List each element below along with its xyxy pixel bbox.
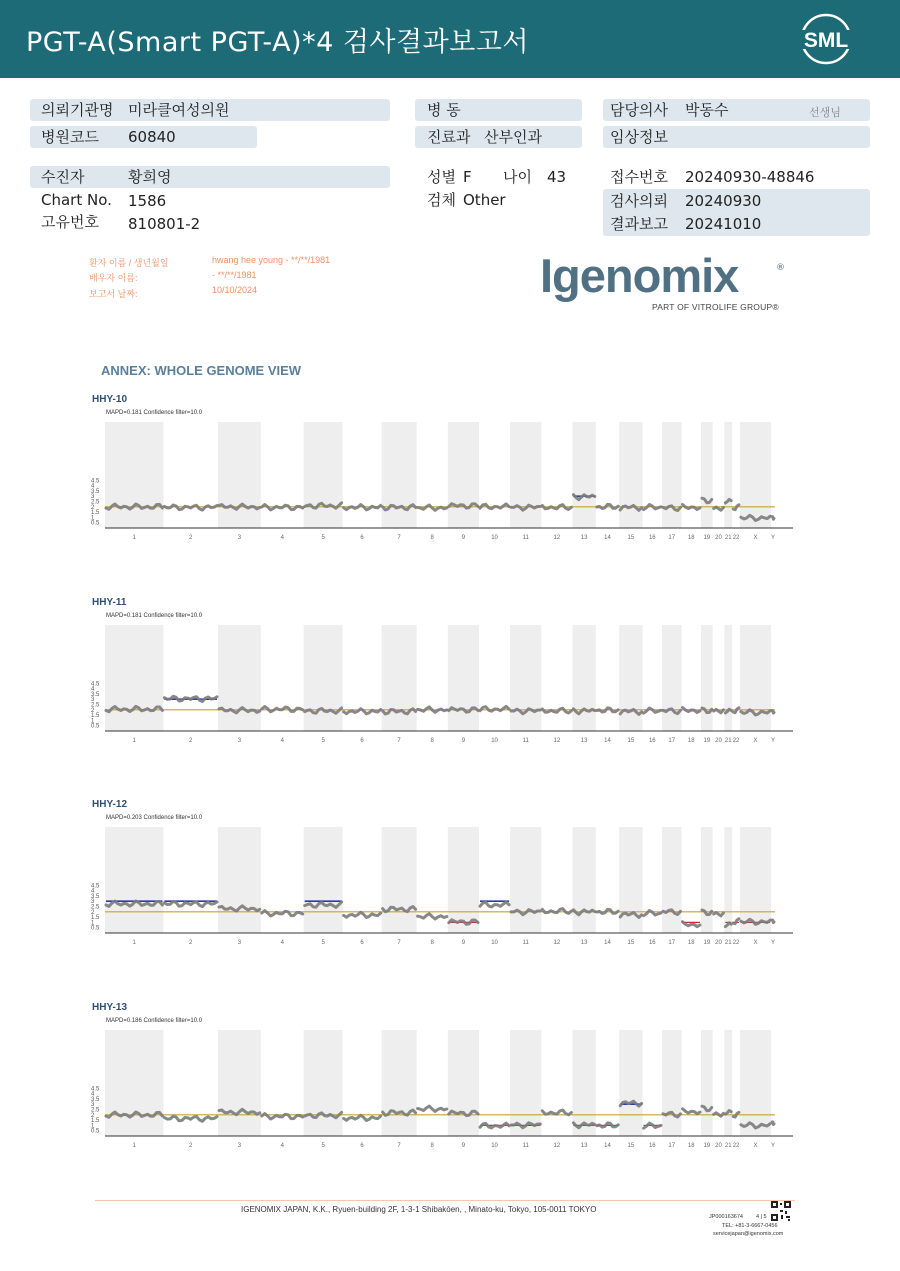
institution-label: 의뢰기관명 (41, 101, 114, 119)
x-tick-label: 5 (321, 535, 325, 541)
x-tick-label: 20 (715, 535, 722, 541)
sex-value: F (463, 168, 472, 186)
x-tick-label: 15 (627, 738, 635, 744)
x-tick-label: 8 (430, 535, 434, 541)
department-label: 진료과 (427, 128, 471, 146)
footer-divider (95, 1200, 795, 1201)
sml-logo-text: SML (803, 29, 849, 52)
chart-no-value: 1586 (128, 192, 167, 210)
chromosome-band (510, 422, 541, 528)
y-tick-label: 3 (91, 697, 95, 704)
result-label: 결과보고 (610, 215, 668, 233)
report-header (0, 0, 900, 78)
x-tick-label: 1 (132, 535, 136, 541)
chromosome-band (701, 827, 713, 933)
x-tick-label: 21 (724, 1143, 732, 1149)
footer-address: IGENOMIX JAPAN, K.K., Ryuen-building 2F, 1-3-1 Shibakōen, , Minato-ku, Tokyo, 105-0011 TOKYO (241, 1205, 597, 1214)
hospital-code-value: 60840 (128, 128, 176, 146)
x-tick-label: 12 (553, 940, 561, 946)
y-tick-label: 1 (91, 920, 95, 927)
x-tick-label: 14 (604, 738, 611, 744)
chromosome-band (572, 827, 595, 933)
chromosome-band (724, 422, 732, 528)
x-tick-label: 1 (132, 1143, 136, 1149)
chart-4-subtitle: MAPD=0.186 Confidence filter=10.0 (106, 1018, 203, 1024)
x-tick-label: 6 (360, 535, 364, 541)
chromosome-band (218, 827, 261, 933)
x-tick-label: Y (771, 940, 776, 946)
x-tick-label: 22 (732, 940, 740, 946)
y-tick-label: 1.5 (91, 1118, 100, 1125)
chromosome-band (510, 1030, 541, 1136)
x-tick-label: 7 (397, 1143, 401, 1149)
copy-number-trace (262, 505, 303, 510)
x-tick-label: 4 (280, 738, 284, 744)
chromosome-band (105, 1030, 163, 1136)
chromosome-band (662, 1030, 681, 1136)
copy-number-trace (772, 711, 774, 714)
x-tick-label: 11 (522, 535, 529, 541)
x-tick-label: 5 (321, 1143, 325, 1149)
chromosome-band (448, 625, 479, 731)
y-tick-label: 4.5 (91, 681, 100, 688)
x-tick-label: 15 (627, 940, 635, 946)
age-value: 43 (547, 168, 567, 186)
x-tick-label: 2 (189, 1143, 193, 1149)
y-tick-label: 1.5 (91, 915, 100, 922)
report-title: PGT-A(Smart PGT-A)*4 검사결과보고서 (26, 27, 529, 58)
chromosome-band (448, 422, 479, 528)
y-tick-label: 3 (91, 1102, 95, 1109)
chromosome-band (740, 422, 771, 528)
chromosome-band (218, 422, 261, 528)
y-tick-label: 4.5 (91, 1086, 100, 1093)
x-tick-label: 5 (321, 738, 325, 744)
y-tick-label: 0.5 (91, 1128, 100, 1135)
request-value: 20240930 (685, 192, 762, 210)
x-tick-label: 16 (648, 535, 656, 541)
chromosome-band (724, 625, 732, 731)
chart-1-title: HHY-10 (92, 394, 128, 405)
chromosome-band (701, 422, 713, 528)
x-tick-label: 8 (430, 1143, 434, 1149)
receipt-label: 접수번호 (610, 168, 668, 186)
x-tick-label: 10 (491, 738, 498, 744)
copy-number-trace (772, 517, 774, 520)
x-tick-label: 4 (280, 535, 284, 541)
x-tick-label: 20 (715, 1143, 722, 1149)
chromosome-band (304, 827, 343, 933)
copy-number-trace (644, 708, 661, 713)
x-tick-label: 2 (189, 535, 193, 541)
chromosome-band (572, 1030, 595, 1136)
y-tick-label: 4 (91, 483, 95, 490)
x-tick-label: 4 (280, 1143, 284, 1149)
patient-label: 수진자 (41, 168, 85, 186)
x-tick-label: 8 (430, 738, 434, 744)
report-date-value: 10/10/2024 (212, 285, 258, 295)
chromosome-band (105, 625, 163, 731)
patient-value: 황희영 (128, 168, 172, 186)
x-tick-label: 18 (687, 1143, 695, 1149)
chromosome-band (510, 625, 541, 731)
x-tick-label: Y (771, 1143, 776, 1149)
y-tick-label: 1.5 (91, 713, 100, 720)
x-tick-label: 1 (132, 738, 136, 744)
x-tick-label: 21 (724, 535, 732, 541)
x-tick-label: 3 (237, 738, 242, 744)
doctor-value: 박동수 (685, 101, 729, 119)
x-tick-label: 2 (189, 940, 193, 946)
x-tick-label: 13 (580, 940, 588, 946)
x-tick-label: 9 (461, 535, 466, 541)
result-value: 20241010 (685, 215, 762, 233)
x-tick-label: 13 (580, 535, 588, 541)
chart-2-title: HHY-11 (92, 597, 127, 608)
chromosome-band (619, 422, 642, 528)
x-tick-label: 6 (360, 1143, 364, 1149)
footer-doc-id: JP000163674 (709, 1214, 743, 1220)
chromosome-band (619, 1030, 642, 1136)
x-tick-label: 7 (397, 940, 401, 946)
copy-number-trace (542, 708, 571, 713)
chromosome-band (382, 625, 417, 731)
x-tick-label: 14 (604, 1143, 611, 1149)
x-tick-label: Y (771, 535, 776, 541)
y-tick-label: 3.5 (91, 1096, 100, 1103)
chart-2-subtitle: MAPD=0.181 Confidence filter=10.0 (106, 613, 203, 619)
x-tick-label: 5 (321, 940, 325, 946)
annex-title: ANNEX: WHOLE GENOME VIEW (101, 363, 302, 378)
y-tick-label: 2.5 (91, 499, 100, 506)
copy-number-trace (418, 1106, 447, 1111)
x-tick-label: 10 (491, 1143, 498, 1149)
x-tick-label: 11 (522, 1143, 529, 1149)
report-date-label: 보고서 날짜: (89, 289, 138, 299)
chromosome-band (105, 827, 163, 933)
y-tick-label: 1 (91, 515, 95, 522)
x-tick-label: 6 (360, 738, 364, 744)
chromosome-band (701, 1030, 713, 1136)
chart-1-plot (85, 422, 800, 542)
patient-name-value: hwang hee young - **/**/1981 (212, 255, 331, 265)
chart-4-title: HHY-13 (92, 1002, 128, 1013)
specimen-value: Other (463, 191, 506, 209)
x-tick-label: 19 (703, 1143, 711, 1149)
y-tick-label: 0.5 (91, 520, 100, 527)
patient-name-label: 환자 이름 / 생년월일 (89, 258, 169, 268)
copy-number-trace (418, 707, 447, 712)
copy-number-trace (683, 1109, 701, 1114)
chart-3-plot (85, 827, 800, 947)
institution-value: 미라클여성의원 (128, 101, 230, 119)
x-tick-label: X (753, 1143, 758, 1149)
x-tick-label: 20 (715, 940, 722, 946)
y-tick-label: 0.5 (91, 925, 100, 932)
doctor-suffix: 선생님 (809, 106, 841, 119)
chart-3-subtitle: MAPD=0.203 Confidence filter=10.0 (106, 815, 203, 821)
clinical-label: 임상정보 (610, 128, 668, 146)
copy-number-trace (772, 1122, 774, 1125)
x-tick-label: Y (771, 738, 776, 744)
copy-number-trace (480, 902, 509, 907)
x-tick-label: 15 (627, 1143, 635, 1149)
x-tick-label: 4 (280, 940, 284, 946)
x-tick-label: 17 (668, 940, 676, 946)
copy-number-trace (418, 505, 447, 510)
x-tick-label: 11 (522, 940, 529, 946)
ward-label: 병 동 (427, 101, 461, 119)
copy-number-trace (418, 914, 447, 919)
x-tick-label: 9 (461, 738, 466, 744)
igenomix-registered-mark: ® (776, 263, 785, 273)
chromosome-band (382, 422, 417, 528)
x-tick-label: 6 (360, 940, 364, 946)
y-tick-label: 4 (91, 888, 95, 895)
chart-no-label: Chart No. (41, 191, 112, 209)
chromosome-band (740, 827, 771, 933)
chromosome-band (218, 1030, 261, 1136)
x-tick-label: 7 (397, 738, 401, 744)
y-tick-label: 2.5 (91, 904, 100, 911)
y-tick-label: 3.5 (91, 893, 100, 900)
chart-3-title: HHY-12 (92, 799, 128, 810)
copy-number-trace (344, 1115, 381, 1120)
x-tick-label: 21 (724, 940, 732, 946)
x-tick-label: 3 (237, 1143, 242, 1149)
chromosome-band (304, 422, 343, 528)
hospital-code-label: 병원코드 (41, 128, 99, 146)
chromosome-band (382, 1030, 417, 1136)
copy-number-trace (772, 920, 774, 923)
chromosome-band (448, 1030, 479, 1136)
copy-number-trace (344, 505, 381, 510)
footer-phone: TEL: +81-3-6667-0456 (722, 1223, 778, 1229)
department-value: 산부인과 (484, 128, 542, 146)
copy-number-trace (714, 913, 724, 916)
y-tick-label: 4 (91, 686, 95, 693)
chromosome-band (662, 827, 681, 933)
x-tick-label: 10 (491, 535, 498, 541)
copy-number-trace (164, 505, 217, 510)
x-tick-label: 13 (580, 1143, 588, 1149)
copy-number-trace (164, 902, 217, 907)
x-tick-label: 13 (580, 738, 588, 744)
copy-number-trace (480, 706, 509, 711)
y-tick-label: 0.5 (91, 723, 100, 730)
x-tick-label: 9 (461, 940, 466, 946)
specimen-label: 검체 (427, 191, 456, 209)
y-tick-label: 2 (91, 707, 95, 714)
x-tick-label: 15 (627, 535, 635, 541)
x-tick-label: 14 (604, 535, 611, 541)
y-tick-label: 4.5 (91, 883, 100, 890)
x-tick-label: X (753, 738, 758, 744)
footer-email: servicejapan@igenomix.com (713, 1231, 784, 1237)
x-tick-label: X (753, 940, 758, 946)
receipt-value: 20240930-48846 (685, 168, 815, 186)
x-tick-label: X (753, 535, 758, 541)
y-tick-label: 4 (91, 1091, 95, 1098)
qr-code-icon (771, 1201, 791, 1221)
chromosome-band (740, 1030, 771, 1136)
x-tick-label: 19 (703, 738, 711, 744)
y-tick-label: 2 (91, 1112, 95, 1119)
copy-number-trace (714, 709, 724, 712)
chromosome-band (572, 422, 595, 528)
x-tick-label: 18 (687, 738, 695, 744)
copy-number-trace (344, 912, 381, 917)
x-tick-label: 19 (703, 940, 711, 946)
x-tick-label: 22 (732, 738, 740, 744)
x-tick-label: 8 (430, 940, 434, 946)
x-tick-label: 16 (648, 738, 656, 744)
doctor-label: 담당의사 (610, 101, 668, 119)
x-tick-label: 11 (522, 738, 529, 744)
igenomix-tagline: PART OF VITROLIFE GROUP® (652, 302, 779, 312)
igenomix-logo: Igenomix (540, 249, 739, 302)
x-tick-label: 12 (553, 535, 561, 541)
y-tick-label: 2 (91, 504, 95, 511)
x-tick-label: 20 (715, 738, 722, 744)
copy-number-trace (714, 507, 724, 510)
chromosome-band (724, 827, 732, 933)
sml-logo (797, 12, 855, 67)
x-tick-label: 17 (668, 1143, 676, 1149)
chromosome-band (724, 1030, 732, 1136)
age-label: 나이 (503, 168, 532, 186)
y-tick-label: 3.5 (91, 488, 100, 495)
chromosome-band (105, 422, 163, 528)
x-tick-label: 17 (668, 738, 676, 744)
y-tick-label: 2.5 (91, 1107, 100, 1114)
copy-number-trace (164, 696, 217, 701)
footer-page: 4 | 5 (756, 1214, 767, 1220)
x-tick-label: 22 (732, 535, 740, 541)
unique-no-label: 고유번호 (41, 213, 99, 231)
y-tick-label: 1.5 (91, 510, 100, 517)
unique-no-value: 810801-2 (128, 215, 201, 233)
y-tick-label: 1 (91, 1123, 95, 1130)
chromosome-band (572, 625, 595, 731)
x-tick-label: 9 (461, 1143, 466, 1149)
chart-1-subtitle: MAPD=0.181 Confidence filter=10.0 (106, 410, 203, 416)
sex-label: 성별 (427, 168, 456, 186)
chromosome-band (510, 827, 541, 933)
chromosome-band (701, 625, 713, 731)
chart-2-plot (85, 625, 800, 745)
x-tick-label: 18 (687, 940, 695, 946)
copy-number-trace (164, 1116, 217, 1121)
chromosome-band (382, 827, 417, 933)
x-tick-label: 12 (553, 1143, 561, 1149)
y-tick-label: 3 (91, 494, 95, 501)
y-tick-label: 2.5 (91, 702, 100, 709)
y-tick-label: 3 (91, 899, 95, 906)
copy-number-trace (542, 909, 571, 914)
chromosome-band (218, 625, 261, 731)
chromosome-band (304, 1030, 343, 1136)
x-tick-label: 16 (648, 1143, 656, 1149)
x-tick-label: 10 (491, 940, 498, 946)
x-tick-label: 19 (703, 535, 711, 541)
partner-value: - **/**/1981 (212, 270, 257, 280)
chromosome-band (662, 625, 681, 731)
partner-label: 배우자 이름: (89, 273, 138, 283)
copy-number-trace (714, 1113, 724, 1116)
x-tick-label: 7 (397, 535, 401, 541)
x-tick-label: 12 (553, 738, 561, 744)
y-tick-label: 3.5 (91, 691, 100, 698)
copy-number-trace (644, 505, 661, 510)
x-tick-label: 1 (132, 940, 136, 946)
x-tick-label: 3 (237, 535, 242, 541)
x-tick-label: 17 (668, 535, 676, 541)
x-tick-label: 2 (189, 738, 193, 744)
x-tick-label: 3 (237, 940, 242, 946)
chromosome-band (448, 827, 479, 933)
x-tick-label: 16 (648, 940, 656, 946)
y-tick-label: 2 (91, 909, 95, 916)
x-tick-label: 22 (732, 1143, 740, 1149)
chart-4-plot (85, 1030, 800, 1150)
copy-number-trace (262, 707, 303, 712)
chromosome-band (662, 422, 681, 528)
y-tick-label: 4.5 (91, 478, 100, 485)
chromosome-band (304, 625, 343, 731)
copy-number-trace (542, 1110, 571, 1115)
y-tick-label: 1 (91, 718, 95, 725)
x-tick-label: 21 (724, 738, 732, 744)
copy-number-trace (644, 1123, 661, 1128)
request-label: 검사의뢰 (610, 192, 668, 210)
x-tick-label: 18 (687, 535, 695, 541)
x-tick-label: 14 (604, 940, 611, 946)
